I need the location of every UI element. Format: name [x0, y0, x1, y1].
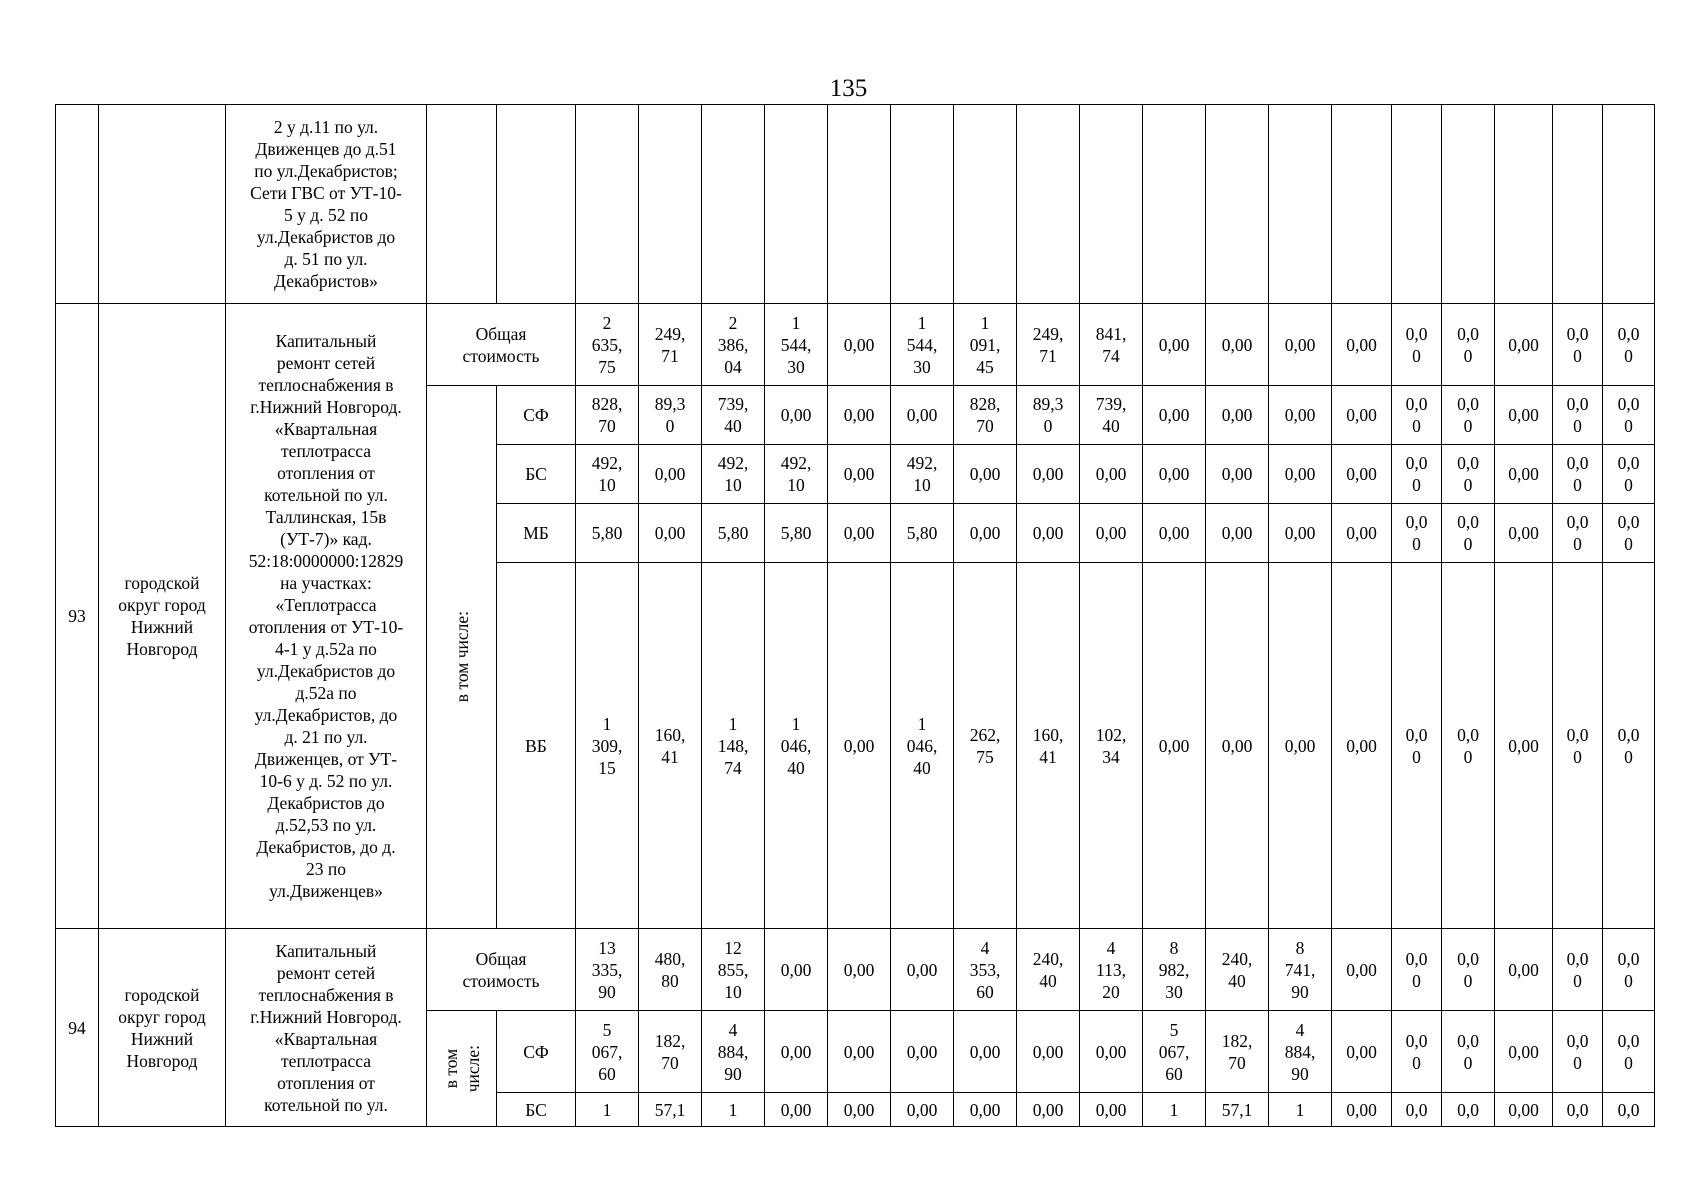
value-cell: 0,00 [1017, 445, 1080, 504]
funding-source-label: БС [497, 1093, 576, 1127]
value-cell: 57,1 [1206, 1093, 1269, 1127]
value-cell: 0,00 [765, 929, 828, 1011]
value-cell [1392, 105, 1442, 304]
value-cell: 0,00 [891, 929, 954, 1011]
value-cell: 0,00 [828, 1011, 891, 1093]
value-cell [954, 105, 1017, 304]
value-cell: 240, 40 [1206, 929, 1269, 1011]
value-cell: 0,0 0 [1553, 929, 1603, 1011]
value-cell: 0,00 [828, 445, 891, 504]
including-label: в том числе: [451, 611, 472, 703]
value-cell: 1 544, 30 [765, 304, 828, 386]
value-cell: 1 [1143, 1093, 1206, 1127]
value-cell: 0,00 [1080, 445, 1143, 504]
value-cell: 0,00 [1495, 304, 1553, 386]
object-name-continued: 2 у д.11 по ул. Движенцев до д.51 по ул.Декабристов; Сети ГВС от УТ-10- 5 у д. 52 по ул.Декабристов до д. 51 по ул. Декабристов» [226, 105, 427, 304]
value-cell: 0,0 [1442, 1093, 1495, 1127]
value-cell: 0,00 [1206, 386, 1269, 445]
funding-source-label: БС [497, 445, 576, 504]
value-cell: 0,0 0 [1553, 1011, 1603, 1093]
total-cost-label: Общая стоимость [427, 304, 576, 386]
value-cell: 0,00 [1206, 563, 1269, 929]
value-cell: 0,0 0 [1553, 504, 1603, 563]
value-cell: 5,80 [891, 504, 954, 563]
value-cell: 0,00 [1495, 929, 1553, 1011]
value-cell: 0,0 0 [1442, 304, 1495, 386]
value-cell: 1 091, 45 [954, 304, 1017, 386]
value-cell: 0,0 0 [1442, 445, 1495, 504]
value-cell [1553, 105, 1603, 304]
value-cell: 0,00 [891, 1093, 954, 1127]
object-name: Капитальный ремонт сетей теплоснабжения в г.Нижний Новгород. «Квартальная теплотрасса отопления от котельной по ул. Таллинская, 15в (УТ-7)» кад. 52:18:0000000:12829 на участках: «Теплотрасса отопления от УТ-10- 4-1 у д.52а по ул.Декабристов до д.52а по ул.Декабристов, до д. 21 по ул. Движенцев, от УТ- 10-6 у д. 52 по ул. Декабристов до д.52,53 по ул. Декабристов, до д. 23 по ул.Движенцев» [226, 304, 427, 929]
value-cell: 0,00 [1017, 1011, 1080, 1093]
value-cell: 1 046, 40 [891, 563, 954, 929]
value-cell: 0,00 [1143, 504, 1206, 563]
value-cell: 1 [576, 1093, 639, 1127]
value-cell: 0,00 [1143, 304, 1206, 386]
budget-table [55, 104, 1655, 1127]
value-cell: 0,00 [1017, 504, 1080, 563]
value-cell: 0,00 [765, 1011, 828, 1093]
table-body [56, 105, 1655, 1127]
value-cell: 480, 80 [639, 929, 702, 1011]
value-cell: 0,0 0 [1603, 445, 1655, 504]
value-cell: 0,0 0 [1442, 563, 1495, 929]
municipality: городской округ город Нижний Новгород [99, 929, 226, 1127]
value-cell: 0,00 [891, 386, 954, 445]
value-cell: 0,00 [828, 386, 891, 445]
value-cell: 739, 40 [1080, 386, 1143, 445]
value-cell: 0,00 [1332, 1011, 1392, 1093]
value-cell: 4 353, 60 [954, 929, 1017, 1011]
value-cell: 0,0 0 [1442, 386, 1495, 445]
value-cell: 0,0 0 [1553, 445, 1603, 504]
value-cell: 0,0 0 [1442, 504, 1495, 563]
value-cell: 0,00 [1332, 304, 1392, 386]
value-cell: 0,00 [639, 504, 702, 563]
value-cell: 0,00 [1495, 445, 1553, 504]
value-cell: 0,00 [1143, 445, 1206, 504]
page-number: 135 [829, 75, 868, 102]
value-cell: 5,80 [765, 504, 828, 563]
cost-type-cell [427, 105, 497, 304]
value-cell: 0,0 [1553, 1093, 1603, 1127]
value-cell [1017, 105, 1080, 304]
value-cell: 5,80 [576, 504, 639, 563]
value-cell: 0,00 [954, 1011, 1017, 1093]
value-cell: 0,00 [1495, 1093, 1553, 1127]
value-cell: 240, 40 [1017, 929, 1080, 1011]
value-cell: 160, 41 [1017, 563, 1080, 929]
value-cell: 262, 75 [954, 563, 1017, 929]
value-cell: 0,00 [1080, 1011, 1143, 1093]
including-label-cell [427, 386, 497, 929]
value-cell: 0,00 [1495, 504, 1553, 563]
value-cell [1332, 105, 1392, 304]
value-cell [1143, 105, 1206, 304]
value-cell: 0,00 [1206, 304, 1269, 386]
value-cell: 0,00 [639, 445, 702, 504]
total-cost-row [56, 929, 1655, 1011]
entry-number-cell [56, 105, 99, 304]
total-cost-label: Общая стоимость [427, 929, 576, 1011]
value-cell: 0,00 [1269, 386, 1332, 445]
value-cell: 160, 41 [639, 563, 702, 929]
value-cell: 1 [702, 1093, 765, 1127]
value-cell: 0,0 [1603, 1093, 1655, 1127]
value-cell: 0,00 [828, 929, 891, 1011]
funding-source-label: ВБ [497, 563, 576, 929]
value-cell: 0,00 [1495, 563, 1553, 929]
value-cell: 0,00 [1269, 563, 1332, 929]
value-cell: 0,00 [1206, 445, 1269, 504]
value-cell: 0,0 0 [1392, 445, 1442, 504]
value-cell: 4 884, 90 [1269, 1011, 1332, 1093]
value-cell: 0,0 0 [1392, 1011, 1442, 1093]
value-cell: 0,0 0 [1603, 1011, 1655, 1093]
value-cell: 5,80 [702, 504, 765, 563]
value-cell: 1 046, 40 [765, 563, 828, 929]
entry-number: 93 [56, 304, 99, 929]
value-cell: 8 741, 90 [1269, 929, 1332, 1011]
value-cell: 182, 70 [639, 1011, 702, 1093]
funding-source-label: МБ [497, 504, 576, 563]
value-cell: 0,0 0 [1553, 563, 1603, 929]
value-cell: 841, 74 [1080, 304, 1143, 386]
value-cell: 0,0 0 [1392, 929, 1442, 1011]
value-cell [828, 105, 891, 304]
value-cell: 89,3 0 [639, 386, 702, 445]
value-cell: 1 148, 74 [702, 563, 765, 929]
value-cell: 0,00 [1206, 504, 1269, 563]
value-cell: 249, 71 [1017, 304, 1080, 386]
value-cell: 5 067, 60 [1143, 1011, 1206, 1093]
value-cell: 0,00 [1080, 504, 1143, 563]
value-cell [1269, 105, 1332, 304]
value-cell: 0,00 [1332, 445, 1392, 504]
value-cell: 492, 10 [765, 445, 828, 504]
source-cell [497, 105, 576, 304]
value-cell: 0,00 [1332, 563, 1392, 929]
value-cell: 0,00 [1080, 1093, 1143, 1127]
value-cell: 0,00 [1143, 563, 1206, 929]
value-cell: 0,0 0 [1392, 504, 1442, 563]
value-cell: 0,0 0 [1603, 386, 1655, 445]
value-cell: 1 544, 30 [891, 304, 954, 386]
value-cell: 4 113, 20 [1080, 929, 1143, 1011]
value-cell: 89,3 0 [1017, 386, 1080, 445]
value-cell: 0,00 [1269, 445, 1332, 504]
value-cell: 0,0 0 [1603, 929, 1655, 1011]
value-cell: 0,00 [1332, 386, 1392, 445]
value-cell [639, 105, 702, 304]
value-cell: 0,0 0 [1553, 386, 1603, 445]
including-label-cell [427, 1011, 497, 1127]
value-cell: 0,0 0 [1603, 304, 1655, 386]
value-cell: 1 [1269, 1093, 1332, 1127]
entry-number: 94 [56, 929, 99, 1127]
value-cell [576, 105, 639, 304]
value-cell: 0,00 [891, 1011, 954, 1093]
value-cell [1603, 105, 1655, 304]
value-cell: 2 635, 75 [576, 304, 639, 386]
value-cell: 0,0 0 [1553, 304, 1603, 386]
value-cell: 492, 10 [702, 445, 765, 504]
value-cell: 739, 40 [702, 386, 765, 445]
value-cell: 0,0 0 [1442, 1011, 1495, 1093]
value-cell: 1 309, 15 [576, 563, 639, 929]
value-cell [1080, 105, 1143, 304]
value-cell: 0,00 [1332, 929, 1392, 1011]
value-cell: 0,0 [1392, 1093, 1442, 1127]
value-cell: 4 884, 90 [702, 1011, 765, 1093]
value-cell: 0,00 [1143, 386, 1206, 445]
value-cell [702, 105, 765, 304]
value-cell: 0,00 [828, 1093, 891, 1127]
value-cell: 828, 70 [954, 386, 1017, 445]
value-cell: 0,0 0 [1392, 386, 1442, 445]
value-cell: 0,00 [828, 563, 891, 929]
value-cell: 0,00 [1332, 504, 1392, 563]
value-cell: 12 855, 10 [702, 929, 765, 1011]
value-cell [1442, 105, 1495, 304]
value-cell: 0,00 [954, 445, 1017, 504]
value-cell: 0,00 [1269, 504, 1332, 563]
value-cell: 0,00 [828, 504, 891, 563]
value-cell: 0,00 [954, 1093, 1017, 1127]
value-cell: 249, 71 [639, 304, 702, 386]
value-cell: 828, 70 [576, 386, 639, 445]
value-cell: 0,0 0 [1392, 563, 1442, 929]
value-cell: 0,0 0 [1392, 304, 1442, 386]
value-cell: 0,00 [954, 504, 1017, 563]
object-name: Капитальный ремонт сетей теплоснабжения в г.Нижний Новгород. «Квартальная теплотрасса отопления от котельной по ул. [226, 929, 427, 1127]
funding-source-label: СФ [497, 386, 576, 445]
value-cell [1206, 105, 1269, 304]
value-cell: 0,00 [1495, 1011, 1553, 1093]
funding-source-label: СФ [497, 1011, 576, 1093]
value-cell: 102, 34 [1080, 563, 1143, 929]
continuation-row [56, 105, 1655, 304]
value-cell: 492, 10 [891, 445, 954, 504]
value-cell: 0,00 [765, 386, 828, 445]
value-cell: 0,00 [1017, 1093, 1080, 1127]
value-cell: 0,00 [1269, 304, 1332, 386]
value-cell: 8 982, 30 [1143, 929, 1206, 1011]
value-cell: 57,1 [639, 1093, 702, 1127]
value-cell: 0,0 0 [1442, 929, 1495, 1011]
total-cost-row [56, 304, 1655, 386]
municipality: городской округ город Нижний Новгород [99, 304, 226, 929]
value-cell: 0,00 [1332, 1093, 1392, 1127]
value-cell: 0,0 0 [1603, 563, 1655, 929]
value-cell: 5 067, 60 [576, 1011, 639, 1093]
value-cell: 0,00 [1495, 386, 1553, 445]
municipality-cell [99, 105, 226, 304]
including-label: в том числе: [440, 1044, 483, 1093]
value-cell: 182, 70 [1206, 1011, 1269, 1093]
value-cell: 0,00 [828, 304, 891, 386]
value-cell: 13 335, 90 [576, 929, 639, 1011]
value-cell: 492, 10 [576, 445, 639, 504]
value-cell: 2 386, 04 [702, 304, 765, 386]
value-cell: 0,00 [765, 1093, 828, 1127]
value-cell [891, 105, 954, 304]
value-cell [765, 105, 828, 304]
value-cell: 0,0 0 [1603, 504, 1655, 563]
value-cell [1495, 105, 1553, 304]
